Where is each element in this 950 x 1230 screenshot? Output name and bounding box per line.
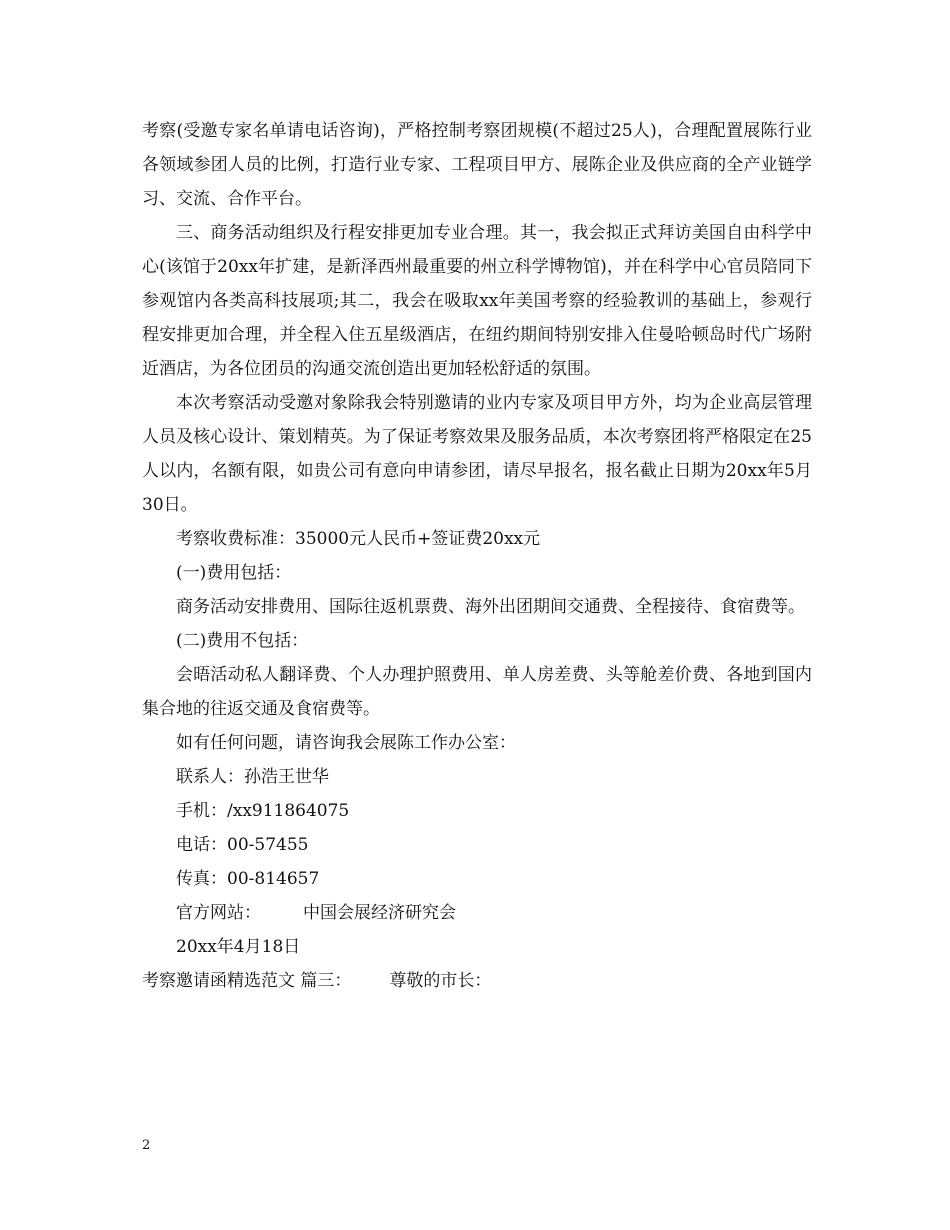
- salutation: 尊敬的市长：: [389, 971, 492, 991]
- website-label: 官方网站：: [176, 903, 261, 923]
- document-body: [142, 114, 812, 998]
- section-title: 考察邀请函精选范文 篇三：: [142, 971, 352, 991]
- paragraph-fax: 传真：00-814657: [176, 869, 320, 889]
- website-value: 中国会展经济研究会: [303, 903, 456, 923]
- paragraph-contact-intro: 如有任何问题，请咨询我会展陈工作办公室：: [176, 733, 516, 753]
- paragraph-date: 20xx年4月18日: [176, 937, 301, 957]
- paragraph-fee-excluded: 会晤活动私人翻译费、个人办理护照费用、单人房差费、头等舱差价费、各地到国内集合地的往返交通及食宿费等。: [142, 665, 812, 719]
- paragraph-contact-person: 联系人：孙浩王世华: [176, 767, 329, 787]
- paragraph-business-activities: 三、商务活动组织及行程安排更加专业合理。其一，我会拟正式拜访美国自由科学中心(该馆于20xx年扩建，是新泽西州最重要的州立科学博物馆)，并在科学中心官员陪同下参观馆内各类高科技展项;其二，我会在吸取xx年美国考察的经验教训的基础上，参观行程安排更加合理，并全程入住五星级酒店，在纽约期间特别安排入住曼哈顿岛时代广场附近酒店，为各位团员的沟通交流创造出更加轻松舒适的氛围。: [142, 223, 812, 379]
- paragraph-website: [142, 896, 812, 930]
- paragraph-fee-excluded-heading: (二)费用不包括：: [176, 631, 309, 651]
- paragraph-invitation-scope: 本次考察活动受邀对象除我会特别邀请的业内专家及项目甲方外，均为企业高层管理人员及核心设计、策划精英。为了保证考察效果及服务品质，本次考察团将严格限定在25人以内，名额有限，如贵公司有意向申请参团，请尽早报名，报名截止日期为20xx年5月30日。: [142, 393, 812, 515]
- paragraph-fee-included: 商务活动安排费用、国际往返机票费、海外出团期间交通费、全程接待、食宿费等。: [176, 597, 805, 617]
- paragraph-fee-standard: 考察收费标准：35000元人民币+签证费20xx元: [176, 529, 541, 549]
- paragraph-mobile: 手机：/xx911864075: [176, 801, 350, 821]
- paragraph-expert-delegation: 考察(受邀专家名单请电话咨询)，严格控制考察团规模(不超过25人)，合理配置展陈行业各领域参团人员的比例，打造行业专家、工程项目甲方、展陈企业及供应商的全产业链学习、交流、合作平台。: [142, 121, 812, 209]
- paragraph-fee-included-heading: (一)费用包括：: [176, 563, 292, 583]
- paragraph-phone: 电话：00-57455: [176, 835, 309, 855]
- paragraph-section-title: [142, 964, 812, 998]
- page-number: 2: [142, 1138, 151, 1153]
